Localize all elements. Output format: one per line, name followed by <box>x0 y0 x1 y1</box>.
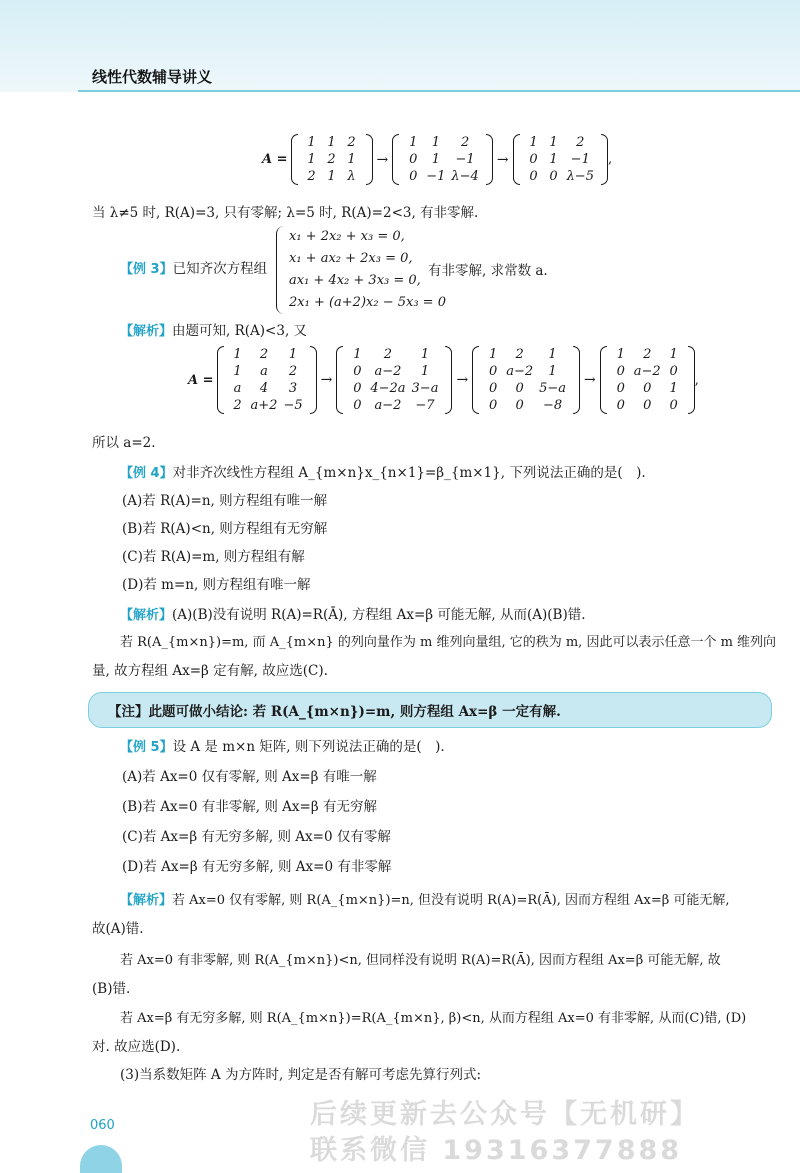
solution-3-text: 由题可知, R(A)<3, 又 <box>172 323 308 339</box>
matrix-3 <box>472 346 580 414</box>
example-4-stem-text: 对非齐次线性方程组 A_{m×n}x_{n×1}=β_{m×1}, 下列说法正确的是( ). <box>172 465 646 481</box>
matrix-row-1 <box>262 134 612 185</box>
matrix-grid: 1 2 1 0 a−2 1 0 4−2a 3−a 0 a−2 −7 <box>353 347 439 413</box>
example-5-option-d: (D)若 Ax=β 有无穷多解, 则 Ax=0 有非零解 <box>122 859 392 875</box>
example-5-option-b: (B)若 Ax=0 有非零解, 则 Ax=β 有无穷解 <box>122 799 377 815</box>
example-4-option-b: (B)若 R(A)<n, 则方程组有无穷解 <box>122 521 328 537</box>
example-4-stem <box>120 464 646 483</box>
matrix-row-2 <box>188 346 699 414</box>
example-3-intro-text: 已知齐次方程组 <box>172 261 268 277</box>
solution-4-text: (A)(B)没有说明 R(A)=R(Ā), 方程组 Ax=β 可能无解, 从而(A)(B)错. <box>172 607 586 623</box>
solution-5-line-5: 若 Ax=β 有无穷多解, 则 R(A_{m×n})=R(A_{m×n}, β)<n, 从而方程组 Ax=0 有非零解, 从而(C)错, (D) <box>120 1011 747 1026</box>
rank-line: 当 λ≠5 时, R(A)=3, 只有零解; λ=5 时, R(A)=2<3, 有非零解. <box>92 205 479 221</box>
equation: ax₁ + 4x₂ + 3x₃ = 0, <box>289 273 421 288</box>
header-rule <box>78 90 800 92</box>
watermark-line-1: 后续更新去公众号【无机研】 <box>310 1099 700 1130</box>
example-5-stem <box>120 738 445 757</box>
example-3-intro <box>120 260 267 279</box>
solution-4-line-3: 量, 故方程组 Ax=β 定有解, 故应选(C). <box>92 663 328 679</box>
arrow: → <box>496 151 509 168</box>
example-3-tail: 有非零解, 求常数 a. <box>428 263 548 279</box>
arrow: → <box>320 372 333 388</box>
equation: x₁ + ax₂ + 2x₃ = 0, <box>289 251 413 266</box>
arrow: → <box>584 372 596 388</box>
note-text: 【注】此题可做小结论: 若 R(A_{m×n})=m, 则方程组 Ax=β 一定有解. <box>108 704 561 720</box>
example-4-option-a: (A)若 R(A)=n, 则方程组有唯一解 <box>122 493 328 509</box>
matrix-4 <box>600 346 695 414</box>
matrix-label: A = <box>262 152 288 167</box>
example-4-tag: 【例 4】 <box>120 466 173 481</box>
matrix-1 <box>217 346 317 414</box>
watermark-line-2: 联系微信 19316377888 <box>310 1135 683 1166</box>
solution-3-tag: 【解析】 <box>120 324 173 339</box>
example-5-stem-text: 设 A 是 m×n 矩阵, 则下列说法正确的是( ). <box>172 739 445 755</box>
brace <box>276 226 285 314</box>
equation: 2x₁ + (a+2)x₂ − 5x₃ = 0 <box>289 295 446 310</box>
matrix-2 <box>336 346 452 414</box>
arrow: → <box>376 151 389 168</box>
corner-decoration <box>80 1145 122 1173</box>
solution-4-tag: 【解析】 <box>120 608 173 623</box>
example-4-option-c: (C)若 R(A)=m, 则方程组有解 <box>122 549 305 565</box>
matrix-grid: 1 1 2 0 1 −1 0 0 λ−5 <box>529 135 594 184</box>
solution-3-conclusion: 所以 a=2. <box>92 435 156 451</box>
header-title: 线性代数辅导讲义 <box>92 68 213 86</box>
equation: x₁ + 2x₂ + x₃ = 0, <box>289 229 405 244</box>
matrix-grid: 1 2 1 1 a 2 a 4 3 2 a+2 −5 <box>233 347 303 413</box>
page-number: 060 <box>90 1118 115 1133</box>
solution-5-text: 若 Ax=0 仅有零解, 则 R(A_{m×n})=n, 但没有说明 R(A)=R(Ā), 因而方程组 Ax=β 可能无解, <box>172 893 730 908</box>
matrix-grid: 1 1 2 0 1 −1 0 −1 λ−4 <box>409 135 479 184</box>
solution-5-tag: 【解析】 <box>120 893 173 908</box>
equations <box>289 226 446 314</box>
matrix-1 <box>291 134 373 185</box>
matrix-2 <box>392 134 493 185</box>
example-4-option-d: (D)若 m=n, 则方程组有唯一解 <box>122 577 311 593</box>
arrow: → <box>456 372 469 388</box>
solution-5-line-1 <box>120 892 730 910</box>
example-5-option-c: (C)若 Ax=β 有无穷多解, 则 Ax=0 仅有零解 <box>122 829 391 845</box>
solution-4-line-2: 若 R(A_{m×n})=m, 而 A_{m×n} 的列向量作为 m 维列向量组, 它的秩为 m, 因此可以表示任意一个 m 维列向 <box>120 635 777 650</box>
solution-3-intro <box>120 322 307 341</box>
matrix-grid: 1 1 2 1 2 1 2 1 λ <box>307 135 356 184</box>
matrix-grid: 1 2 1 0 a−2 0 0 0 1 0 0 0 <box>616 347 678 413</box>
solution-5-line-4: (B)错. <box>92 981 131 997</box>
example-3-system <box>276 226 446 314</box>
matrix-grid: 1 2 1 0 a−2 1 0 0 5−a 0 0 −8 <box>489 347 567 413</box>
section-3-line: (3)当系数矩阵 A 为方阵时, 判定是否有解可考虑先算行列式: <box>120 1067 482 1083</box>
matrix-3 <box>513 134 608 185</box>
solution-5-line-6: 对. 故应选(D). <box>92 1039 181 1055</box>
matrix-label: A = <box>188 372 214 388</box>
matrix-tail: , <box>607 152 613 167</box>
matrix-tail: , <box>694 372 699 388</box>
example-3-tag: 【例 3】 <box>120 262 173 277</box>
solution-5-line-2: 故(A)错. <box>92 921 144 937</box>
example-5-option-a: (A)若 Ax=0 仅有零解, 则 Ax=β 有唯一解 <box>122 769 377 785</box>
example-5-tag: 【例 5】 <box>120 740 173 755</box>
solution-4-line-1 <box>120 606 586 625</box>
solution-5-line-3: 若 Ax=0 有非零解, 则 R(A_{m×n})<n, 但同样没有说明 R(A)=R(Ā), 因而方程组 Ax=β 可能无解, 故 <box>120 953 721 968</box>
